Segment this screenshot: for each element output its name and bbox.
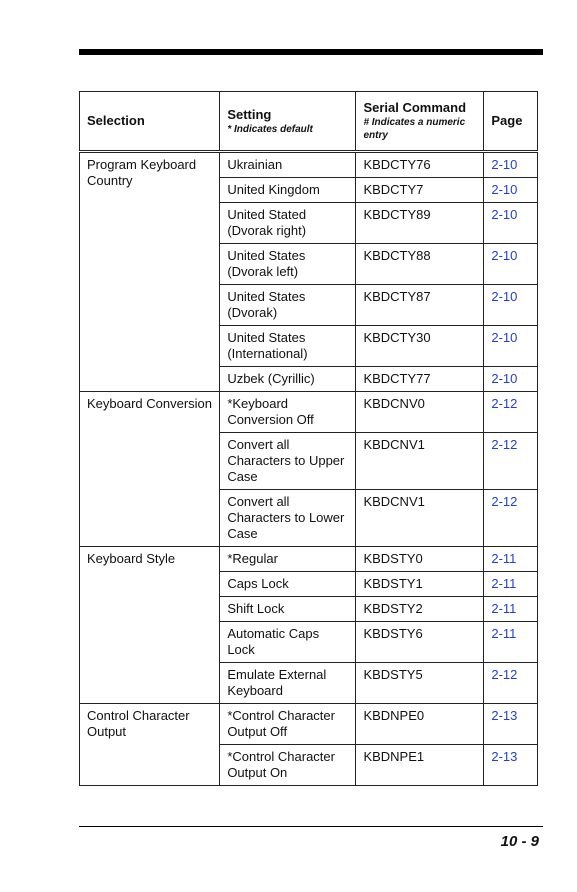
- serial-command-cell: KBDCTY76: [356, 152, 484, 178]
- setting-cell: United States (International): [220, 326, 356, 367]
- page-link-cell: [484, 572, 538, 597]
- page-link-cell: [484, 152, 538, 178]
- setting-cell: *Control Character Output Off: [220, 704, 356, 745]
- serial-command-cell: KBDCNV0: [356, 392, 484, 433]
- page-link[interactable]: 2-10: [491, 289, 518, 304]
- page-link[interactable]: 2-12: [491, 667, 518, 682]
- header-page: [484, 92, 538, 152]
- header-rule: [79, 49, 543, 55]
- page-link[interactable]: 2-11: [491, 576, 517, 591]
- page-link[interactable]: 2-11: [491, 626, 517, 641]
- serial-command-cell: KBDCTY88: [356, 244, 484, 285]
- page-link-cell: [484, 490, 538, 547]
- selection-cell: Control Character Output: [80, 704, 220, 786]
- page-link[interactable]: 2-10: [491, 248, 518, 263]
- page-link-cell: [484, 178, 538, 203]
- header-page-label: Page: [491, 113, 523, 128]
- table-row: [80, 704, 538, 745]
- page-link[interactable]: 2-13: [491, 708, 518, 723]
- setting-cell: United Kingdom: [220, 178, 356, 203]
- page-link-cell: [484, 597, 538, 622]
- page-number: 10 - 9: [500, 833, 539, 850]
- setting-cell: *Regular: [220, 547, 356, 572]
- header-serial-note: # Indicates a numeric entry: [363, 117, 466, 141]
- serial-command-cell: KBDCTY77: [356, 367, 484, 392]
- header-serial-command: [356, 92, 484, 152]
- page-link-cell: [484, 547, 538, 572]
- header-selection-label: Selection: [87, 113, 145, 128]
- table-body: [80, 152, 538, 786]
- page-link-cell: [484, 367, 538, 392]
- serial-command-cell: KBDCTY87: [356, 285, 484, 326]
- page-link[interactable]: 2-12: [491, 494, 518, 509]
- serial-command-cell: KBDSTY6: [356, 622, 484, 663]
- page-link[interactable]: 2-10: [491, 371, 518, 386]
- table-row: [80, 392, 538, 433]
- setting-cell: Automatic Caps Lock: [220, 622, 356, 663]
- page-link[interactable]: 2-12: [491, 437, 518, 452]
- serial-command-cell: KBDCNV1: [356, 433, 484, 490]
- serial-command-cell: KBDNPE0: [356, 704, 484, 745]
- setting-cell: Ukrainian: [220, 152, 356, 178]
- setting-cell: United States (Dvorak): [220, 285, 356, 326]
- page-link[interactable]: 2-11: [491, 601, 517, 616]
- page-link[interactable]: 2-10: [491, 330, 518, 345]
- page-link-cell: [484, 285, 538, 326]
- page-link[interactable]: 2-10: [491, 157, 518, 172]
- page-link-cell: [484, 326, 538, 367]
- serial-command-cell: KBDSTY5: [356, 663, 484, 704]
- serial-command-cell: KBDCTY30: [356, 326, 484, 367]
- header-serial-label: Serial Command: [363, 100, 467, 115]
- header-selection: [80, 92, 220, 152]
- serial-command-cell: KBDSTY1: [356, 572, 484, 597]
- page-link-cell: [484, 392, 538, 433]
- serial-command-cell: KBDCTY7: [356, 178, 484, 203]
- setting-cell: *Control Character Output On: [220, 745, 356, 786]
- serial-command-cell: KBDCTY89: [356, 203, 484, 244]
- setting-cell: Convert all Characters to Upper Case: [220, 433, 356, 490]
- setting-cell: Convert all Characters to Lower Case: [220, 490, 356, 547]
- serial-command-cell: KBDNPE1: [356, 745, 484, 786]
- page-link[interactable]: 2-13: [491, 749, 518, 764]
- header-setting: [220, 92, 356, 152]
- setting-cell: Shift Lock: [220, 597, 356, 622]
- table-row: [80, 152, 538, 178]
- page-link[interactable]: 2-10: [491, 182, 518, 197]
- page-link-cell: [484, 704, 538, 745]
- page-link-cell: [484, 433, 538, 490]
- page-link-cell: [484, 745, 538, 786]
- setting-cell: Uzbek (Cyrillic): [220, 367, 356, 392]
- setting-cell: United States (Dvorak left): [220, 244, 356, 285]
- selection-cell: Keyboard Style: [80, 547, 220, 704]
- page-link-cell: [484, 663, 538, 704]
- page-link[interactable]: 2-11: [491, 551, 517, 566]
- page-link-cell: [484, 244, 538, 285]
- setting-cell: Emulate External Keyboard: [220, 663, 356, 704]
- table-row: [80, 547, 538, 572]
- setting-cell: Caps Lock: [220, 572, 356, 597]
- serial-command-cell: KBDSTY2: [356, 597, 484, 622]
- table-header-row: [80, 92, 538, 152]
- selection-cell: Program Keyboard Country: [80, 152, 220, 392]
- page-link-cell: [484, 622, 538, 663]
- page-link[interactable]: 2-12: [491, 396, 518, 411]
- serial-command-table: [79, 91, 538, 786]
- serial-command-cell: KBDSTY0: [356, 547, 484, 572]
- setting-cell: *Keyboard Conversion Off: [220, 392, 356, 433]
- selection-cell: Keyboard Conversion: [80, 392, 220, 547]
- footer-rule: [79, 826, 543, 827]
- header-setting-note: * Indicates default: [227, 123, 313, 135]
- setting-cell: United Stated (Dvorak right): [220, 203, 356, 244]
- header-setting-label: Setting: [227, 106, 272, 122]
- page-link[interactable]: 2-10: [491, 207, 518, 222]
- serial-command-cell: KBDCNV1: [356, 490, 484, 547]
- page-link-cell: [484, 203, 538, 244]
